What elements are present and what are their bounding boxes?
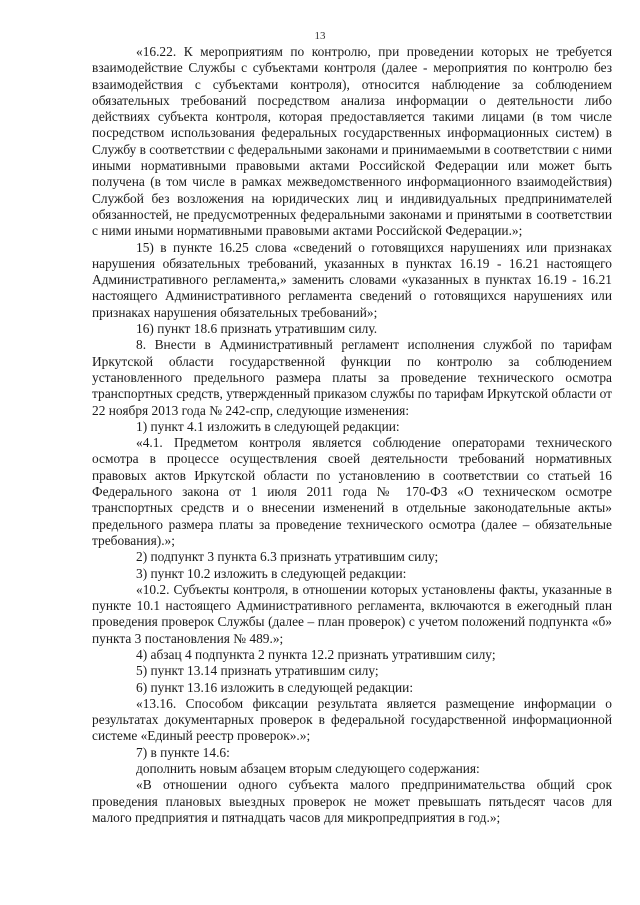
paragraph-item-3: 3) пункт 10.2 изложить в следующей редакции:	[136, 565, 407, 581]
paragraph-10-2: «10.2. Субъекты контроля, в отношении которых установлены факты, указанные в пункте 10.1 настоящего Административного регламента, включаются в ежегодный план проведения проверок Службы (далее – план проверок) с учетом положений подпункта «б» пункта 3 постановления № 489.»;	[92, 581, 612, 646]
paragraph-section-8: 8. Внести в Административный регламент исполнения службой по тарифам Иркутской области государственной функции по контролю за соблюдением установленного предельного размера платы за проведение технического осмотра транспортных средств, утвержденный приказом службы по тарифам Иркутской области от 22 ноября 2013 года № 242-спр, следующие изменения:	[92, 337, 612, 418]
document-body	[92, 44, 612, 826]
paragraph-16-22: «16.22. К мероприятиям по контролю, при проведении которых не требуется взаимодействие Службы с субъектами контроля (далее - мероприятия по контролю без взаимодействия с субъектами контроля), относится наблюдение за соблюдением обязательных требований посредством анализа информации о деятельности либо действиях субъекта контроля, которая предоставляется такими лицами (в том числе посредством использования федеральных государственных информационных систем) в Службу в соответствии с федеральными законами и принимаемыми в соответствии с ними иными нормативными правовыми актами Российской Федерации или может быть получена (в том числе в рамках межведомственного информационного взаимодействия) Службой без возложения на юридических лиц и индивидуальных предпринимателей обязанностей, не предусмотренных федеральными законами и принятыми в соответствии с ними иными нормативными правовыми актами Российской Федерации.»;	[92, 44, 612, 239]
paragraph-4-1: «4.1. Предметом контроля является соблюдение операторами технического осмотра в процессе осуществления своей деятельности требований нормативных правовых актов Иркутской области по установлению в соответствии со статьей 16 Федерального закона от 1 июля 2011 года № 170-ФЗ «О техническом осмотре транспортных средств и о внесении изменений в отдельные законодательные акты» предельного размера платы за проведение технического осмотра (далее – обязательные требования).»;	[92, 435, 612, 548]
paragraph-item-5: 5) пункт 13.14 признать утратившим силу;	[136, 663, 379, 679]
paragraph-item-1: 1) пункт 4.1 изложить в следующей редакции:	[136, 418, 400, 434]
paragraph-item-7: 7) в пункте 14.6:	[136, 744, 230, 760]
paragraph-item-16: 16) пункт 18.6 признать утратившим силу.	[136, 321, 378, 337]
paragraph-item-2: 2) подпункт 3 пункта 6.3 признать утратившим силу;	[136, 549, 439, 565]
paragraph-item-4: 4) абзац 4 подпункта 2 пункта 12.2 признать утратившим силу;	[136, 646, 496, 662]
paragraph-14-6-quote: «В отношении одного субъекта малого предпринимательства общий срок проведения плановых выездных проверок не может превышать пятьдесят часов для малого предприятия и пятнадцать часов для микропредприятия в год.»;	[92, 777, 612, 825]
paragraph-item-15: 15) в пункте 16.25 слова «сведений о готовящихся нарушениях или признаках нарушения обязательных требований, указанных в пунктах 16.19 - 16.21 настоящего Административного регламента,» заменить словами «указанных в пунктах 16.19 - 16.21 настоящего Административного регламента сведений о готовящихся нарушениях или признаках нарушения обязательных требований»;	[92, 239, 612, 320]
paragraph-13-16: «13.16. Способом фиксации результата является размещение информации о результатах документарных проверок в федеральной государственной информационной системе «Единый реестр проверок».»;	[92, 695, 612, 744]
paragraph-new-abzac: дополнить новым абзацем вторым следующего содержания:	[136, 761, 480, 777]
paragraph-item-6: 6) пункт 13.16 изложить в следующей редакции:	[136, 679, 414, 695]
page-number: 13	[314, 30, 326, 42]
